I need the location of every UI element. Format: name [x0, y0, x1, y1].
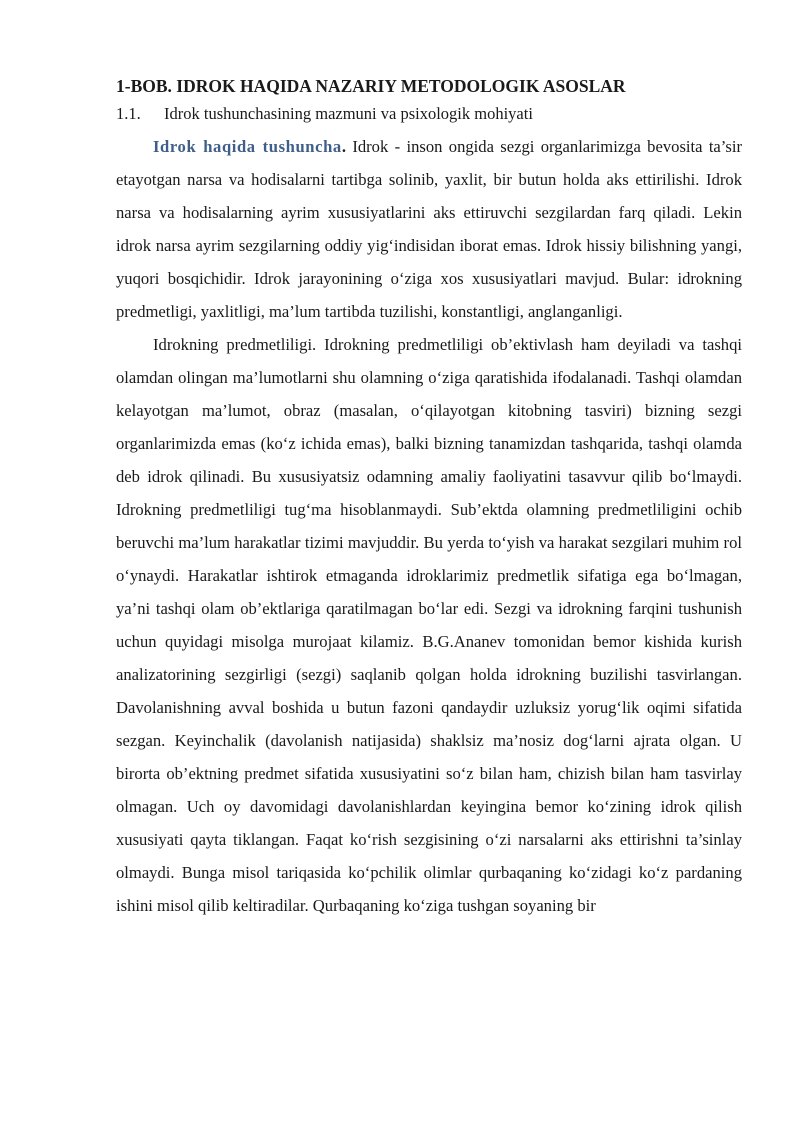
section-number: 1.1.: [116, 104, 141, 123]
paragraph-1-text: Idrok - inson ongida sezgi organlarimizga bevosita ta’sir etayotgan narsa va hodisalarni tartibga solinib, yaxlit, bir butun holda aks ettirilishi. Idrok narsa va hodisalarning ayrim xususiyatlarini aks ettiruvchi sezgilardan farq qiladi. Lekin idrok narsa ayrim sezgilarning oddiy yig‘indisidan iborat emas. Idrok hissiy bilishning yangi, yuqori bosqichidir. Idrok jarayonining o‘ziga xos xususiyatlari mavjud. Bular: idrokning predmetligi, yaxlitligi, ma’lum tartibda tuzilishi, konstantligi, anglanganligi.: [116, 137, 743, 321]
paragraph-1-term: Idrok haqida tushuncha: [153, 137, 342, 156]
section-title: Idrok tushunchasining mazmuni va psixologik mohiyati: [164, 104, 533, 123]
paragraph-2: Idrokning predmetliligi. Idrokning predmetliligi ob’ektivlash ham deyiladi va tashqi olamdan olingan ma’lumotlarni shu olamning o‘ziga qaratishida ifodalanadi. Tashqi olamdan kelayotgan ma’lumot, obraz (masalan, o‘qilayotgan kitobning tasviri) bizning sezgi organlarimizda emas (ko‘z ichida emas), balki bizning tanamizdan tashqarida, tashqi olamda deb idrok qilinadi. Bu xususiyatsiz odamning amaliy faoliyatini tasavvur qilib bo‘lmaydi. Idrokning predmetliligi tug‘ma hisoblanmaydi. Sub’ektda olamning predmetliligini ochib beruvchi ma’lum harakatlar tizimi mavjuddir. Bu yerda to‘yish va harakat sezgilari muhim rol o‘ynaydi. Harakatlar ishtirok etmaganda idroklarimiz predmetlik sifatiga ega bo‘lmagan, ya’ni tashqi olam ob’ektlariga qaratilmagan bo‘lar edi. Sezgi va idrokning farqini tushunish uchun quyidagi misolga murojaat kilamiz. B.G.Ananev tomonidan bemor kishida kurish analizatorining sezgirligi (sezgi) saqlanib qolgan holda idrokning buzilishi tasvirlangan. Davolanishning avval boshida u butun fazoni qandaydir uzluksiz yorug‘lik oqimi sifatida sezgan. Keyinchalik (davolanish natijasida) shaklsiz ma’nosiz dog‘larni ajrata olgan. U birorta ob’ektning predmet sifatida xususiyatini so‘z bilan ham, chizish bilan ham tasvirlay olmagan. Uch oy davomidagi davolanishlardan keyingina bemor ko‘zining idrok qilish xususiyati qayta tiklangan. Faqat ko‘rish sezgisining o‘zi narsalarni aks ettirishni ta’sinlay olmaydi. Bunga misol tariqasida ko‘pchilik olimlar qurbaqaning ko‘zidagi ko‘z pardaning ishini misol qilib keltiradilar. Qurbaqaning ko‘ziga tushgan soyaning bir: [116, 335, 742, 915]
section-heading: [116, 100, 742, 128]
document-page: [116, 72, 742, 922]
paragraph-1-term-end: .: [341, 137, 346, 156]
paragraph-1: [116, 130, 742, 328]
chapter-title: 1-BOB. IDROK HAQIDA NAZARIY METODOLOGIK ASOSLAR: [116, 76, 626, 96]
